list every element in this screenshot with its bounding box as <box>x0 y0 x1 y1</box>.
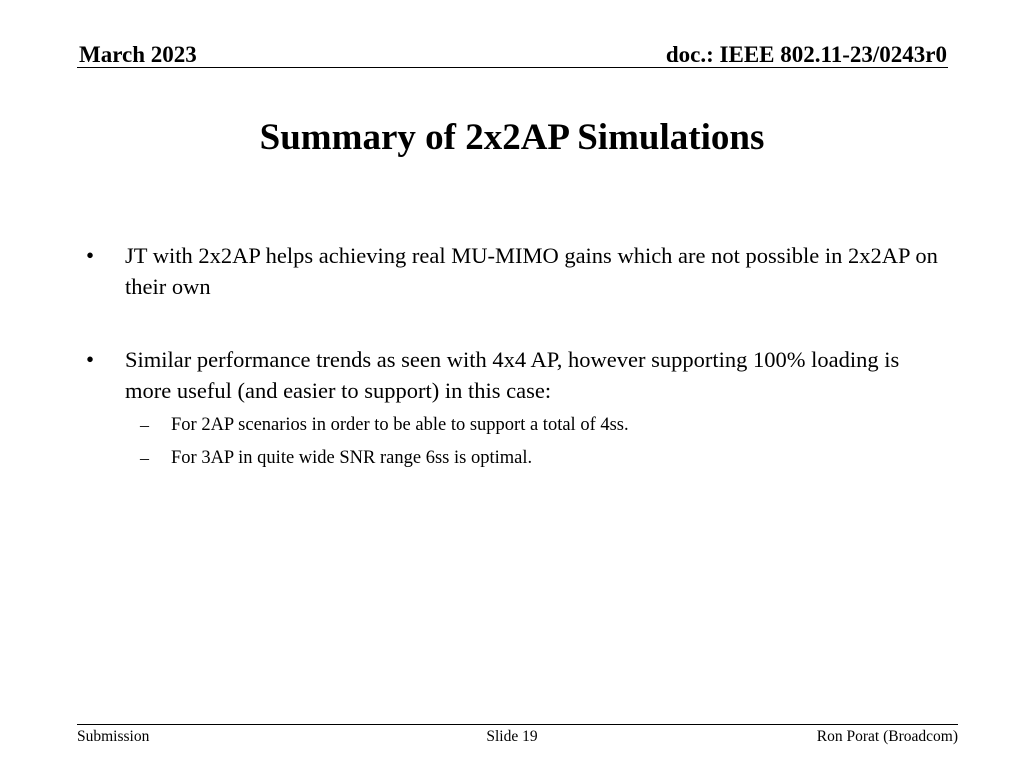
sub-bullet-marker: – <box>140 415 149 435</box>
sub-bullet-text: For 2AP scenarios in order to be able to support a total of 4ss. <box>171 415 629 435</box>
bullet-text: JT with 2x2AP helps achieving real MU-MIMO gains which are not possible in 2x2AP on their own <box>125 243 938 299</box>
footer-submission: Submission <box>77 728 150 745</box>
header-doc-id: doc.: IEEE 802.11-23/0243r0 <box>665 42 947 67</box>
sub-bullet-marker: – <box>140 448 149 468</box>
bullet-marker: • <box>86 347 95 372</box>
footer-author: Ron Porat (Broadcom) <box>816 728 958 745</box>
bullet-marker: • <box>86 243 95 268</box>
footer-divider <box>77 724 958 725</box>
footer-slide-number: Slide 19 <box>486 728 538 745</box>
header-date: March 2023 <box>79 42 197 67</box>
sub-bullet-text: For 3AP in quite wide SNR range 6ss is optimal. <box>171 448 533 468</box>
slide-title: Summary of 2x2AP Simulations <box>259 117 765 158</box>
bullet-text: Similar performance trends as seen with 4x4 AP, however supporting 100% loading is more useful (and easier to support) in this case: <box>125 347 900 403</box>
